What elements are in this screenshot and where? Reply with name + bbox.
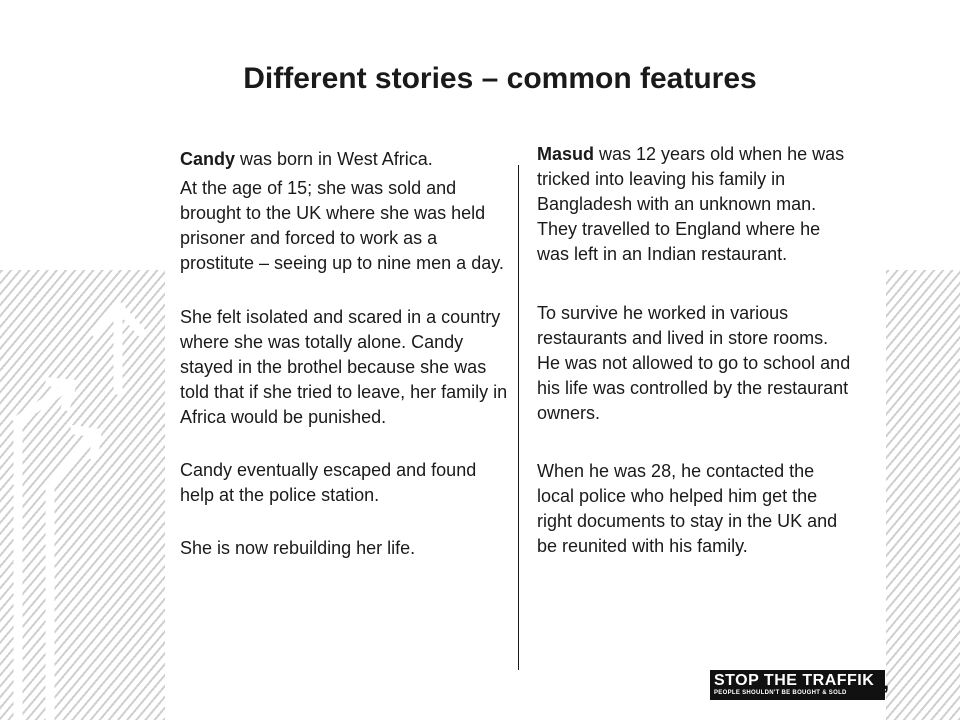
candy-name: Candy bbox=[180, 149, 236, 169]
candy-paragraph: She felt isolated and scared in a country where she was totally alone. Candy stayed in the brothel because she was told that if she tried to leave, her family in Africa would be punished. bbox=[180, 307, 508, 427]
slide-title: Different stories – common features bbox=[243, 62, 757, 95]
logo-comma: , bbox=[883, 669, 890, 694]
masud-intro bbox=[537, 142, 855, 267]
candy-story bbox=[180, 147, 510, 561]
candy-paragraph: She is now rebuilding her life. bbox=[180, 538, 416, 558]
logo-tagline: PEOPLE SHOULDN'T BE BOUGHT & SOLD bbox=[714, 690, 847, 696]
candy-paragraph: At the age of 15; she was sold and brought to the UK where she was held prisoner and forced to work as a prostitute – seeing up to nine men a day. bbox=[180, 178, 504, 273]
logo-wordmark: STOP THE TRAFFIK bbox=[714, 672, 875, 689]
decorative-arrows-graphic bbox=[0, 270, 165, 720]
masud-paragraph: When he was 28, he contacted the local police who helped him get the right documents to stay in the UK and be reunited with his family. bbox=[537, 461, 838, 556]
candy-paragraph: Candy eventually escaped and found help at the police station. bbox=[180, 460, 477, 505]
masud-intro-text: was 12 years old when he was tricked into leaving his family in Bangladesh with an unknown man. They travelled to England where he was left in an Indian restaurant. bbox=[537, 144, 845, 264]
masud-paragraph: To survive he worked in various restaurants and lived in store rooms. He was not allowed to go to school and his life was controlled by the restaurant owners. bbox=[537, 303, 851, 423]
candy-intro bbox=[180, 147, 510, 172]
decorative-hatch-right bbox=[886, 270, 960, 720]
stop-the-traffik-logo bbox=[710, 670, 885, 700]
masud-name: Masud bbox=[537, 144, 595, 164]
candy-intro-text: was born in West Africa. bbox=[235, 149, 433, 169]
masud-story bbox=[537, 142, 855, 559]
column-divider bbox=[518, 165, 519, 670]
